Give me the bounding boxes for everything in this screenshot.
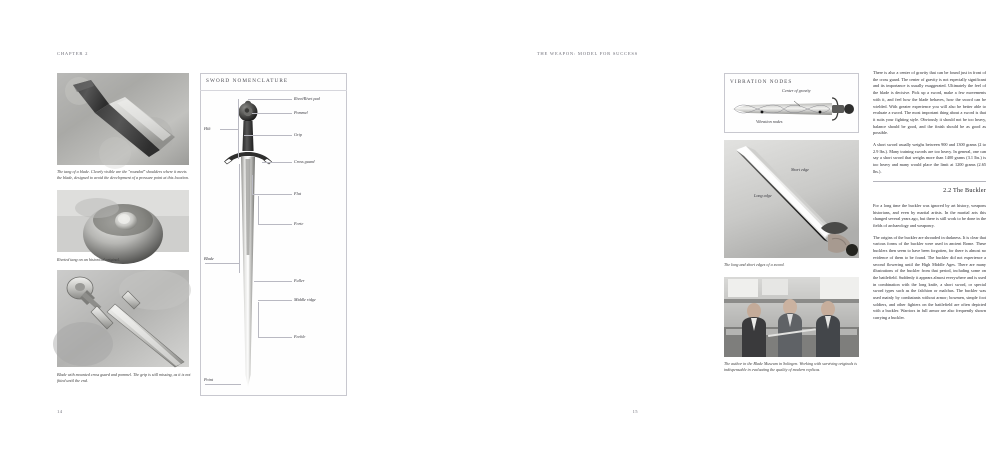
body-text-column [873, 70, 986, 327]
leader-flat [252, 194, 292, 195]
mounted-guard-photo [57, 270, 189, 367]
vibration-sword-illustration [728, 92, 856, 126]
leader-feeble-vert [258, 302, 259, 337]
tang-photo-caption: The tang of a blade. Clearly visible are the "rounded" shoulders where it meets the blade, designed to avoid the development of a pressure point at this location. [57, 169, 189, 181]
label-pommel: Pommel [294, 110, 308, 115]
author-photo-caption: The author in the Blade Museum in Solingen. Working with surviving originals is indispensable in evaluating the quality of modern replicas. [724, 361, 858, 373]
leader-forte-vert [258, 196, 259, 224]
label-vibration-nodes: Vibration nodes [756, 119, 783, 124]
paragraph-4: The origins of the buckler are shrouded in darkness. It is clear that various forms of the buckler were used in ancient Rome. These bucklers then seem to have been forgotten, for there is almost no evidence of them to be found. The buckler did not experience a second flowering until the High Middle Ages. There are many illustrations of the buckler from that period, including some on the battlefield. Suddenly it appears almost everywhere and is used in combination with the long knife, a short sword, or special sword types such as the falchion or malchus. The buckler was used mainly by combatants without armor; bowmen, simple foot soldiers, and other fighters on the battlefield are often depicted with a buckler. Warriors in full armor are also frequently shown carrying a buckler. [873, 234, 986, 321]
left-page [0, 0, 347, 450]
edges-photo-caption: The long and short edges of a sword. [724, 262, 785, 267]
paragraph-1: There is also a center of gravity that can be found just in front of the cross guard. The center of gravity is not especially significant and its importance is usually exaggerated. Ultimately the feel of the blade is decisive. Pick up a sword, make a few movements with it, and feel how the blade behaves, how the sword can be wielded. With greater experience you will also be better able to evaluate a sword. The most important thing about a sword is that it suits your fighting style. Obviously it should not be too heavy, balance should be good, and the finish should be as good as possible. [873, 70, 986, 136]
label-feeble: Feeble [294, 334, 306, 339]
page-number-right: 15 [632, 409, 638, 414]
leader-blade-vert [239, 164, 240, 273]
label-flat: Flat [294, 191, 301, 196]
tang-photo [57, 73, 189, 165]
paragraph-2: A short sword usually weighs between 900 and 1300 grams (2 to 2.9 lbs.). Many training swords are too heavy. In general, one can say a short sword that weighs more than 1400 grams (3.1 lbs.) is too heavy and many would place the limit at 1200 grams (2.65 lbs.). [873, 142, 986, 174]
leader-hilt-vert [238, 99, 239, 159]
section-rule [873, 181, 986, 182]
vibration-nodes-title: VIBRATION NODES [730, 79, 793, 85]
right-page [348, 0, 986, 450]
nomenclature-title-rule [200, 90, 347, 91]
leader-point [205, 384, 241, 385]
label-short-edge: Short edge [791, 167, 810, 172]
edges-photo [724, 140, 859, 258]
label-grip: Grip [294, 132, 302, 137]
leader-grip [244, 135, 292, 136]
page-number-left: 14 [57, 409, 63, 414]
section-heading: 2.2 The Buckler [943, 187, 986, 195]
sword-illustration [224, 95, 272, 390]
nomenclature-title: SWORD NOMENCLATURE [206, 78, 289, 84]
label-rivet: Rivet/Rivet pad [294, 96, 320, 101]
author-museum-photo [724, 277, 859, 357]
leader-blade [205, 263, 239, 264]
mounted-guard-caption: Blade with mounted cross guard and pommel. The grip is still missing, as it is not fitted until the end. [57, 372, 191, 384]
leader-middle-ridge [258, 300, 292, 301]
leader-feeble [258, 337, 292, 338]
label-blade: Blade [204, 256, 214, 261]
leader-crossguard [262, 162, 292, 163]
leader-flat-vert [252, 175, 253, 194]
sword-nomenclature-box [200, 73, 347, 396]
label-cross-guard: Cross guard [294, 159, 315, 164]
leader-rivet [248, 99, 292, 100]
label-middle-ridge: Middle ridge [294, 297, 316, 302]
riveted-tang-photo [57, 190, 189, 252]
paragraph-3: For a long time the buckler was ignored by art history, weapons historians, and even by martial artists. In the martial arts this changed several years ago, but there is still work to be done in the fields of archaeology and weaponry. [873, 202, 986, 228]
label-hilt: Hilt [204, 126, 211, 131]
leader-fuller [254, 281, 292, 282]
label-fuller: Fuller [294, 278, 305, 283]
label-long-edge: Long edge [754, 193, 772, 198]
leader-hilt [220, 129, 238, 130]
running-head-right: THE WEAPON: MODEL FOR SUCCESS [536, 51, 638, 56]
leader-pommel [252, 113, 292, 114]
leader-forte [258, 224, 292, 225]
label-center-of-gravity: Center of gravity [782, 88, 811, 93]
label-point: Point [204, 377, 214, 382]
riveted-tang-caption: Riveted tang on an historical original. [57, 257, 120, 262]
label-forte: Forte [294, 221, 304, 226]
running-head-left: CHAPTER 2 [57, 51, 89, 56]
